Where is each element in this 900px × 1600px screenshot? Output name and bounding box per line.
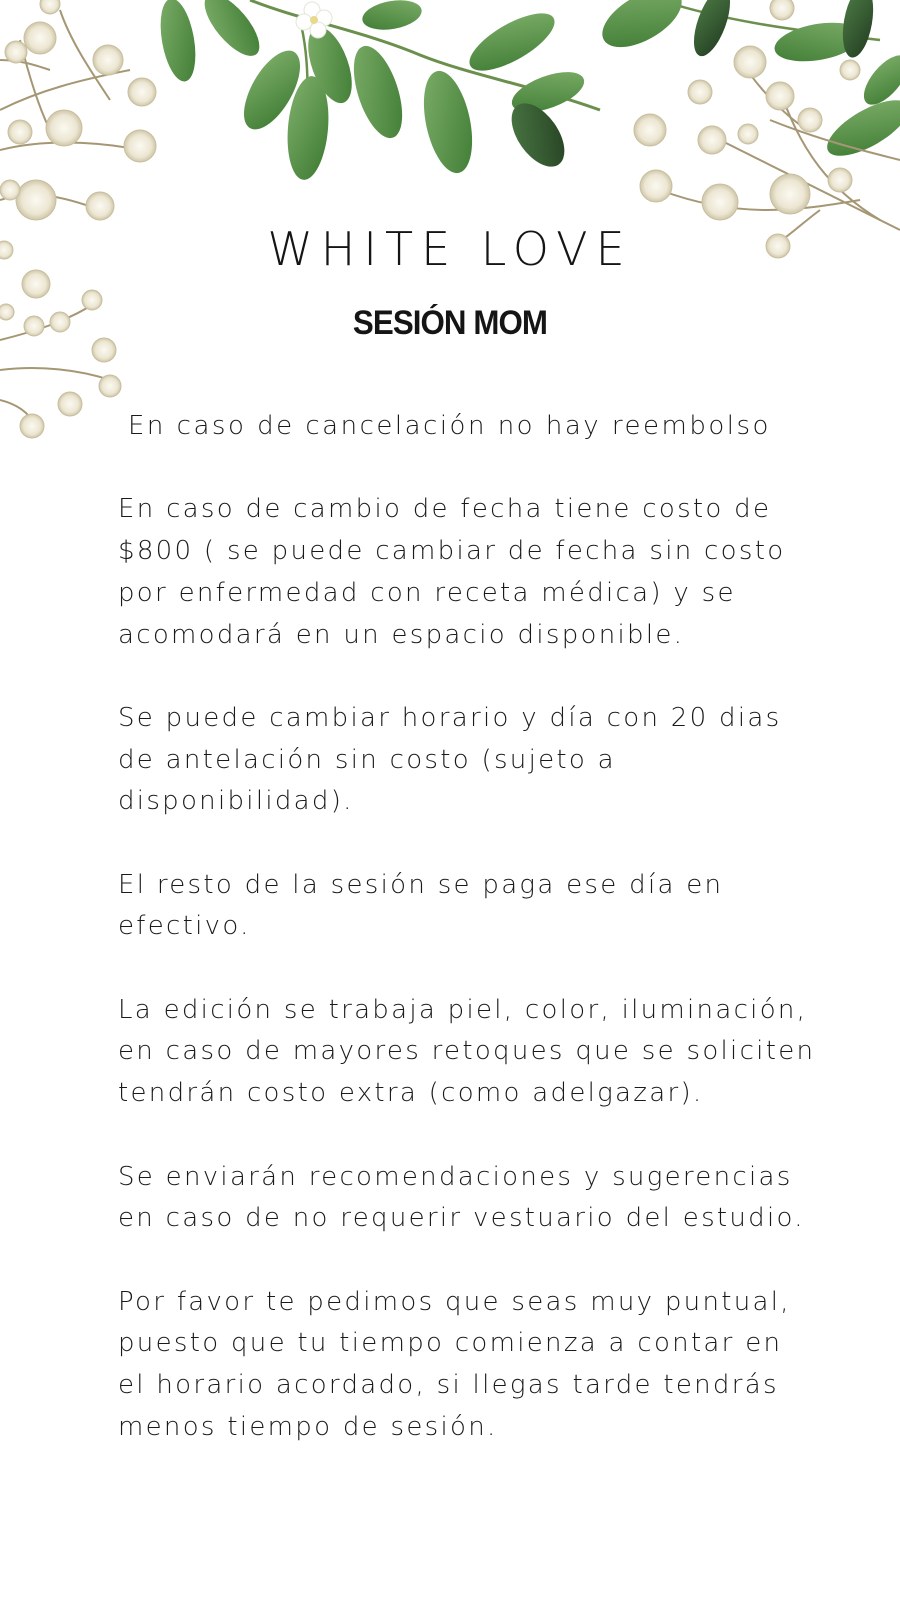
page-title: WHITE LOVE — [267, 222, 633, 276]
term-punctuality: Por favor te pedimos que seas muy puntual, puesto que tu tiempo comienza a contar en el horario acordado, si llegas tarde tendrás menos tiempo de sesión. — [118, 1286, 791, 1442]
terms-list — [118, 406, 818, 1490]
term-wardrobe: Se enviarán recomendaciones y sugerencias en caso de no requerir vestuario del estudio. — [118, 1161, 805, 1234]
term-editing: La edición se trabaja piel, color, iluminación, en caso de mayores retoques que se soliciten tendrán costo extra (como adelgazar). — [118, 994, 816, 1109]
babys-breath-top-left — [0, 10, 140, 210]
term-cancellation: En caso de cancelación no hay reembolso — [128, 411, 771, 441]
babys-breath-flowers-top-left — [0, 0, 156, 259]
leaf-branch-center — [155, 0, 600, 182]
term-schedule-change: Se puede cambiar horario y día con 20 dias de antelación sin costo (sujeto a disponibilidad). — [118, 702, 782, 817]
term-payment: El resto de la sesión se paga ese día en efectivo. — [118, 869, 724, 942]
page-subtitle: SESIÓN MOM — [352, 304, 548, 342]
term-date-change: En caso de cambio de fecha tiene costo de $800 ( se puede cambiar de fecha sin costo por enfermedad con receta médica) y se acomodará en un espacio disponible. — [118, 494, 786, 650]
babys-breath-flowers-left — [0, 270, 121, 438]
